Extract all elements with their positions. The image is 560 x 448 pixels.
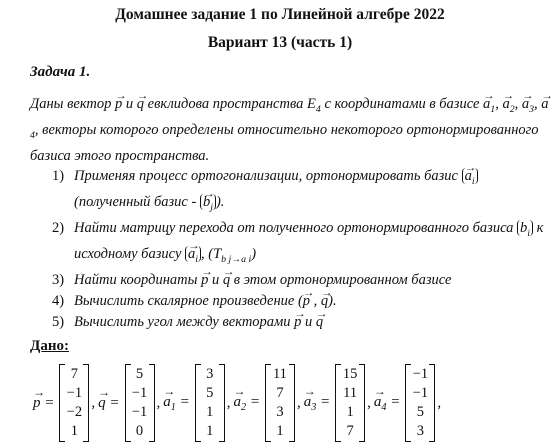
separator: ,	[437, 394, 442, 411]
separator: ,	[367, 394, 371, 411]
list-item: 1) Применяя процесс ортогонализации, ортонормировать базис → $a_i$ (полученный базис - → $b_j$ ).	[52, 166, 552, 218]
vector-entry: −1	[412, 385, 429, 401]
vector-label: → $a_2$ =	[233, 394, 259, 413]
vector-entry: 3	[276, 404, 284, 420]
variant-title: Вариант 13 (часть 1)	[207, 34, 353, 51]
column-vector	[405, 364, 435, 442]
vector-entry: 11	[272, 366, 287, 382]
list-item: 3) Найти координаты → p и → q в этом ортонормированном базисе	[52, 270, 552, 291]
task-heading: Задача 1.	[30, 64, 91, 80]
vector-entry: 1	[276, 423, 284, 439]
vector-entry: 7	[276, 385, 284, 401]
vector-entry: 11	[343, 385, 358, 401]
list-item: 5) Вычислить угол между векторами → p и → q	[52, 312, 552, 333]
vector-label: → p =	[33, 395, 54, 412]
separator: ,	[226, 394, 231, 411]
vector-entry: 15	[342, 366, 358, 382]
vector-entry: 3	[206, 366, 214, 382]
task-list	[52, 166, 552, 333]
given-heading: Дано:	[30, 338, 69, 354]
separator: ,	[296, 394, 301, 411]
column-vector	[125, 364, 155, 442]
vector-label: → $a_3$ =	[304, 394, 330, 413]
list-item: 4) Вычислить скалярное произведение (→ p , → q).	[52, 291, 552, 312]
vector-entry: −1	[131, 385, 148, 401]
column-vector	[335, 364, 365, 442]
vector-entry: 5	[416, 404, 424, 420]
vector-entry: 3	[416, 423, 424, 439]
vector-entry: 1	[206, 423, 214, 439]
vector-entry: 1	[70, 423, 78, 439]
vector-entry: 7	[70, 366, 78, 382]
list-item: 2) Найти матрицу перехода от полученного ортонормированного базиса $b_i$ к исходному базису → $a_i$ , $(T_{b j\to a i})$	[52, 218, 552, 270]
vector-entry: 7	[346, 423, 354, 439]
vector-entry: 5	[206, 385, 214, 401]
vector-entry: 0	[135, 423, 144, 439]
column-vector	[59, 364, 89, 442]
vector-label: → q =	[98, 395, 119, 412]
vector-definitions	[30, 364, 441, 442]
column-vector	[265, 364, 295, 442]
vector-entry: 1	[346, 404, 354, 420]
column-vector	[195, 364, 225, 442]
task-statement: Даны вектор → p и → q евклидова пространства $E_4$ с координатами в базисе → $a_1$, → $a_2$, → $a_3$, → $a_4$, векторы которого определены относительно некоторого ортонормированного базиса этого пространства.	[30, 94, 550, 167]
vector-entry: −1	[412, 366, 429, 382]
vector-entry: −2	[66, 404, 83, 420]
separator: ,	[156, 394, 161, 411]
vector-label: → $a_1$ =	[163, 394, 189, 413]
vector-entry: 1	[206, 404, 214, 420]
document-title: Домашнее задание 1 по Линейной алгебре 2022	[115, 6, 445, 23]
vector-label: → $a_4$ =	[374, 394, 400, 413]
vector-entry: −1	[131, 404, 148, 420]
vector-entry: 5	[135, 366, 144, 382]
vector-entry: −1	[66, 385, 83, 401]
separator: ,	[91, 394, 96, 411]
